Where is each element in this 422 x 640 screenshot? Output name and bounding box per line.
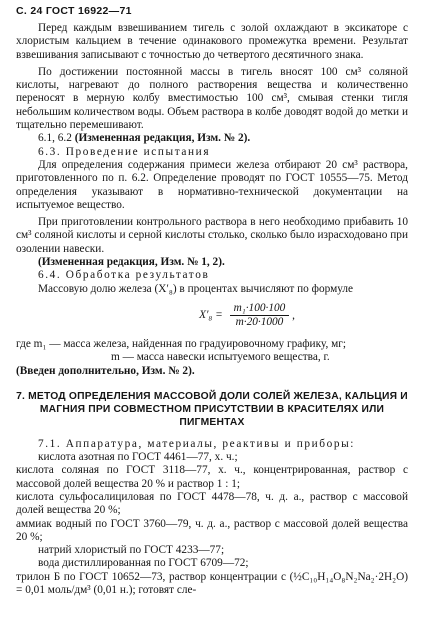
formula-lhs: X′₈ = [199, 309, 223, 322]
section-7-title: 7. МЕТОД ОПРЕДЕЛЕНИЯ МАССОВОЙ ДОЛИ СОЛЕЙ ЖЕЛЕЗА, КАЛЬЦИЯ И МАГНИЯ ПРИ СОВМЕСТНОМ ПРИСУТСТВИИ В КРАСИТЕЛЯХ ИЛИ ПИГМЕНТАХ [16, 390, 408, 429]
formula-numerator: m₁·100·100 [230, 302, 290, 316]
iron-formula [86, 302, 408, 332]
paragraph-formula-intro: Массовую долю железа (X′₈) в процентах вычисляют по формуле [38, 282, 354, 295]
list-item: аммиак водный по ГОСТ 3760—79, ч. д. а., раствор с массовой долей вещества 20 %; [16, 517, 408, 543]
subsection-heading-6-3: 6.3. Проведение испытания [38, 145, 211, 158]
list-item: трилон Б по ГОСТ 10652—73, раствор концентрации c (½C₁₀H₁₄O₈N₂Na₂·2H₂O) = 0,01 моль/дм³ (0,01 н.); готовят сле- [16, 570, 408, 596]
paragraph-weighing: Перед каждым взвешиванием тигель с золой охлаждают в эксикаторе с хлористым кальцием в течение одинакового промежутка времени. Результат взвешивания записывают с точностью до четвертого десятичного знака. [16, 22, 408, 61]
paragraph-dissolution: По достижении постоянной массы в тигель вносят 100 см³ соляной кислоты, нагревают до полного растворения вещества и количественно переносят в мерную колбу вместимостью 100 см³, смывая стенки тигля небольшим количеством воды. Объем раствора в колбе доводят водой до метки и тщательно перемешивают. [16, 65, 408, 132]
paragraph-iron-determination: Для определения содержания примеси железа отбирают 20 см³ раствора, приготовленного по п. 6.2. Определение проводят по ГОСТ 10555—75. Метод определения указывают в нормативно-технической документации на испытуемое вещество. [16, 158, 408, 211]
section-7-1-intro: 7.1. Аппаратура, материалы, реактивы и приборы: [38, 437, 356, 450]
list-item: вода дистиллированная по ГОСТ 6709—72; [38, 557, 249, 570]
paragraph-amendment-6-1-6-2 [16, 132, 408, 145]
amendment-note-1-2: (Измененная редакция, Изм. № 1, 2). [38, 256, 225, 269]
formula-tail: , [292, 309, 295, 322]
list-item: кислота соляная по ГОСТ 3118—77, х. ч., концентрированная, раствор с массовой долей вещества 20 % и раствор 1 : 1; [16, 464, 408, 490]
formula-denominator: m·20·1000 [235, 316, 284, 329]
subsection-heading-6-4: 6.4. Обработка результатов [38, 269, 210, 282]
list-item: кислота азотная по ГОСТ 4461—77, х. ч.; [38, 451, 238, 464]
formula-fraction [230, 302, 290, 330]
list-item: кислота сульфосалициловая по ГОСТ 4478—78, ч. д. а., раствор с массовой долей вещества 20 %; [16, 490, 408, 517]
where-m: m — масса навески испытуемого вещества, г. [111, 351, 330, 364]
list-item: натрий хлористый по ГОСТ 4233—77; [38, 544, 225, 557]
paragraph-control-solution: При приготовлении контрольного раствора в него необходимо прибавить 10 см³ соляной кислоты и серной кислоты столько, сколько было израсходовано при озолении навески. [16, 216, 408, 255]
clause-number: 6.1, 6.2 [38, 132, 72, 145]
added-note: (Введен дополнительно, Изм. № 2). [16, 364, 195, 377]
page-header: С. 24 ГОСТ 16922—71 [16, 5, 132, 17]
reagent-list [16, 451, 408, 597]
amendment-note: (Измененная редакция, Изм. № 2). [74, 132, 251, 145]
where-m1: где m₁ — масса железа, найденная по градуировочному графику, мг; [16, 337, 347, 350]
